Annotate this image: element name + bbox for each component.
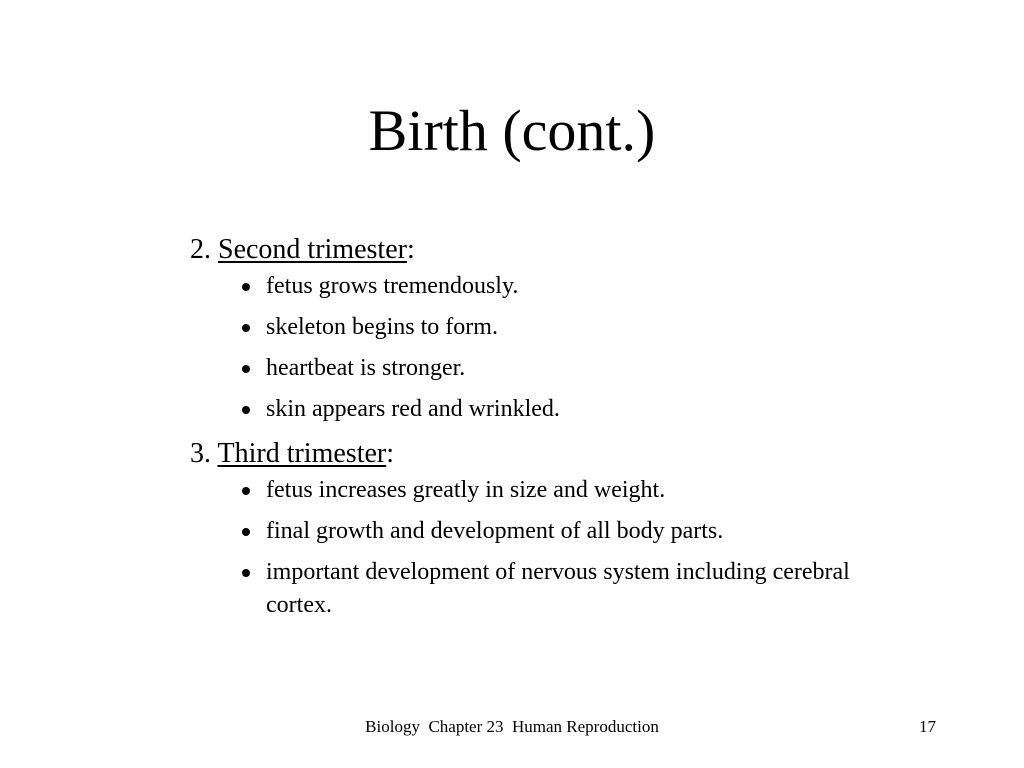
bullet-icon	[242, 365, 250, 373]
bullet-text: important development of nervous system including cerebral cortex.	[266, 559, 850, 618]
list-item	[240, 352, 910, 385]
bullet-list	[190, 270, 910, 426]
slide-title: Birth (cont.)	[368, 98, 656, 163]
section-second-trimester	[190, 230, 910, 426]
bullet-icon	[242, 487, 250, 495]
list-item	[240, 474, 910, 507]
bullet-text: skin appears red and wrinkled.	[266, 396, 560, 422]
section-suffix: :	[386, 438, 395, 469]
slide-content	[190, 230, 910, 630]
bullet-text: fetus increases greatly in size and weight.	[266, 477, 666, 503]
section-number: 3.	[190, 438, 211, 469]
section-third-trimester	[190, 434, 910, 622]
list-item	[240, 515, 910, 548]
bullet-text: heartbeat is stronger.	[266, 355, 466, 381]
list-item	[240, 393, 910, 426]
bullet-icon	[242, 324, 250, 332]
bullet-text: fetus grows tremendously.	[266, 273, 519, 299]
section-label: Second trimester	[218, 234, 407, 265]
section-number: 2.	[190, 234, 211, 265]
section-suffix: :	[406, 234, 415, 265]
footer-text: Biology Chapter 23 Human Reproduction	[365, 717, 659, 736]
bullet-icon	[242, 569, 250, 577]
bullet-text: skeleton begins to form.	[266, 314, 498, 340]
list-item	[240, 311, 910, 344]
list-item	[240, 556, 866, 622]
bullet-icon	[242, 528, 250, 536]
bullet-icon	[242, 406, 250, 414]
bullet-list	[190, 474, 910, 622]
page-number: 17	[919, 717, 936, 736]
section-heading	[190, 434, 910, 474]
bullet-icon	[242, 283, 250, 291]
list-item	[240, 270, 910, 303]
bullet-text: final growth and development of all body parts.	[266, 518, 724, 544]
section-label: Third trimester	[217, 438, 387, 469]
section-heading	[190, 230, 910, 270]
